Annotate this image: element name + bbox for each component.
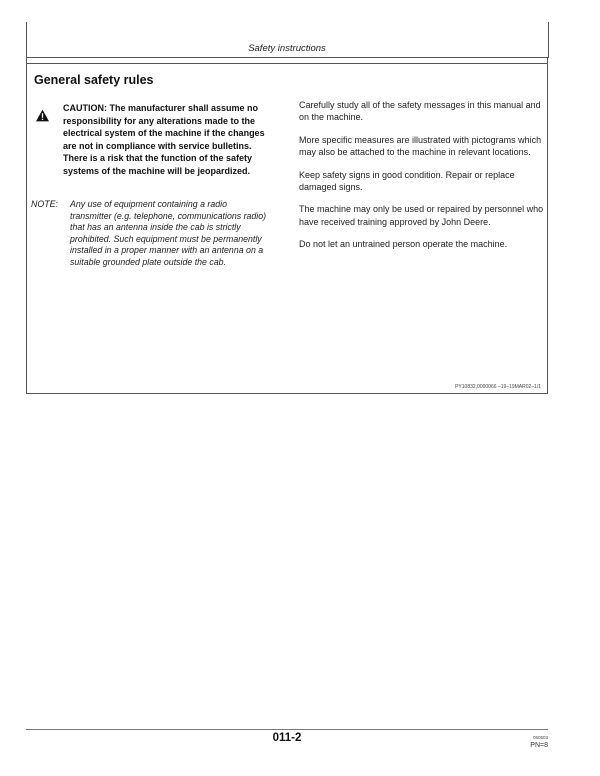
footer-rule [26, 729, 548, 730]
section-title: General safety rules [34, 73, 154, 87]
box-top-rule [27, 63, 547, 64]
paragraph-safety-signs: Keep safety signs in good condition. Repair or replace damaged signs. [299, 169, 515, 192]
note-label: NOTE: [31, 199, 58, 209]
footer-pn: PN=8 [530, 742, 548, 749]
paragraph-untrained-person: Do not let an untrained person operate the machine. [299, 239, 508, 250]
caution-text: CAUTION: The manufacturer shall assume no responsibility for any alterations made to the electrical system of the machine if the changes are not in compliance with service bulletins. There is a risk that the function of the safety systems of the machine will be jeopardized. [63, 103, 265, 176]
page-header-title: Safety instructions [248, 43, 326, 54]
footer-code: 050503 [532, 735, 548, 740]
document-reference: PY10832,0000066 –19–19MAR02–1/1 [455, 384, 541, 390]
warning-triangle-icon [36, 109, 49, 122]
paragraph-trained-personnel: The machine may only be used or repaired by personnel who have received training approved by John Deere. [299, 204, 544, 227]
safety-rules-box [26, 57, 548, 394]
note-text: Any use of equipment containing a radio transmitter (e.g. telephone, communications radio) that has an antenna inside the cab is strictly prohibited. Such equipment must be permanently installed in a proper manner with an antenna on a suitable grounded plate outside the cab. [70, 199, 267, 267]
page-number: 011-2 [272, 732, 302, 744]
safety-paragraphs [299, 99, 545, 261]
paragraph-pictograms: More specific measures are illustrated with pictograms which may also be attached to the machine in relevant locations. [299, 134, 542, 157]
frame-right-line [548, 22, 549, 58]
paragraph-study-messages: Carefully study all of the safety messages in this manual and on the machine. [299, 100, 541, 123]
